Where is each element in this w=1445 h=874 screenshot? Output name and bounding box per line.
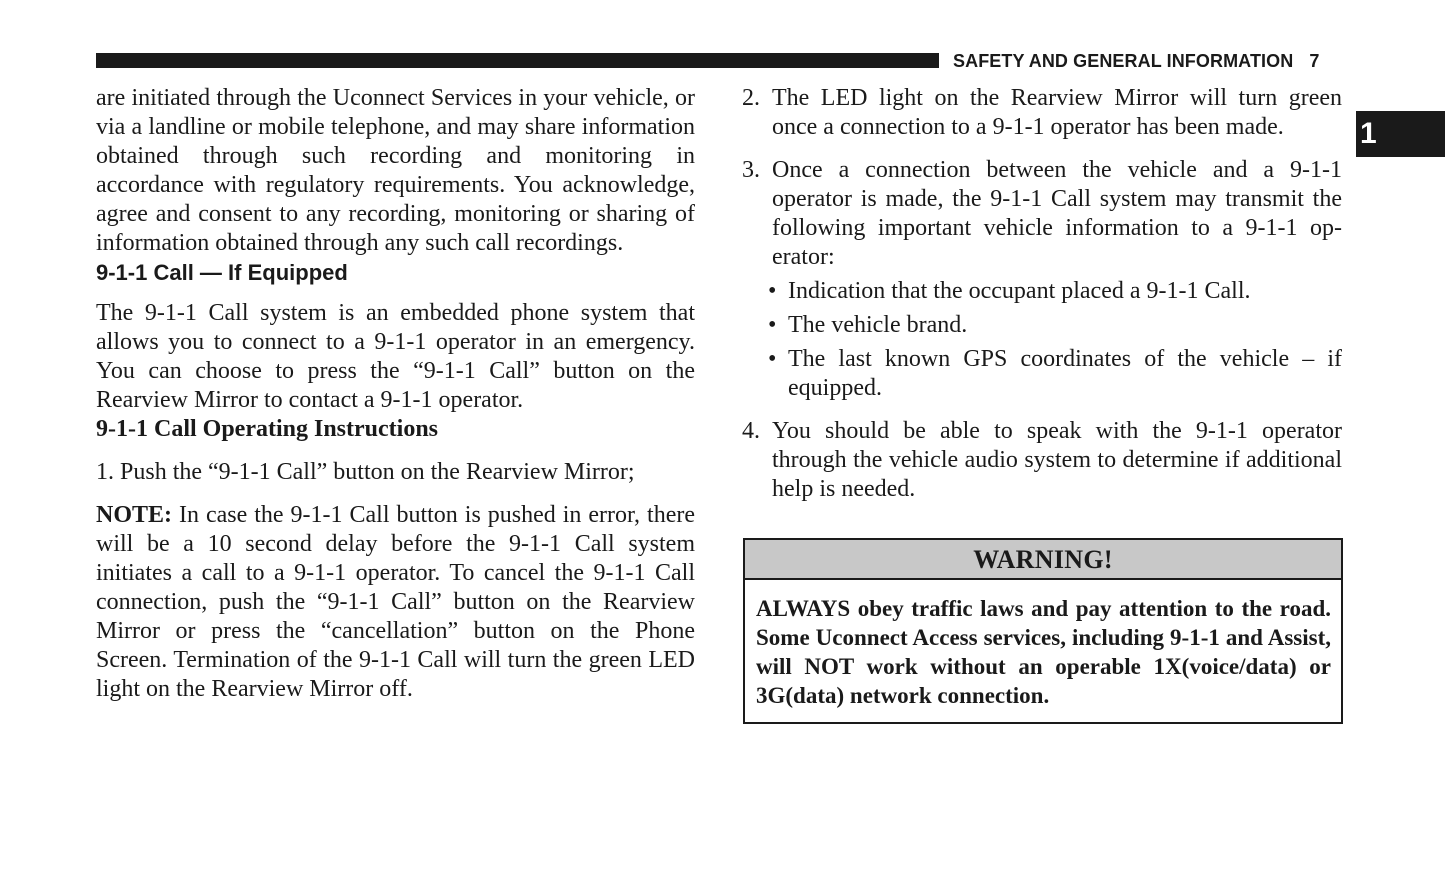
right-column [742,84,1342,504]
intro-paragraph: are initiated through the Uconnect Services in your vehicle, or via a landline or mobile telephone, and may share information obtained through such recording and monitoring in accordance with regulatory requirements. You acknowledge, agree and consent to any recording, monitoring or sharing of information obtained through any such call recordings. [96,85,695,256]
step-number: 2. [742,85,760,111]
page-number: 7 [1309,51,1320,71]
bullet-icon: • [768,278,777,304]
vehicle-info-list [742,277,1342,403]
list-item [742,311,1342,340]
step-text: You should be able to speak with the 9-1-1 operator through the vehicle audio system to determine if additional help is needed. [772,418,1342,502]
step-1 [96,458,695,487]
note-paragraph [96,501,695,704]
step-text: Push the “9-1-1 Call” button on the Rearview Mirror; [120,459,635,485]
step-number: 4. [742,418,760,444]
section-heading-instructions: 9-1-1 Call Operating Instructions [96,416,438,442]
section-heading-call: 9-1-1 Call — If Equipped [96,260,348,285]
step-2 [742,84,1342,142]
section-title: SAFETY AND GENERAL INFORMATION [953,51,1294,71]
step-text: Once a connection between the vehicle and a 9-1-1 operator is made, the 9-1-1 Call system may transmit the following important vehicle information to a 9-1-1 operator: [772,157,1342,270]
list-item-text: The vehicle brand. [788,312,968,338]
call-description-paragraph: The 9-1-1 Call system is an embedded phone system that allows you to connect to a 9-1-1 operator in an emergency. You can choose to press the “9-1-1 Call” button on the Rearview Mirror to contact a 9-1-1 operator. [96,300,695,413]
list-item [742,345,1342,403]
warning-box [743,538,1343,724]
note-label: NOTE: [96,502,173,528]
list-item [742,277,1342,306]
step-number: 3. [742,157,760,183]
running-header [953,51,1319,71]
bullet-icon: • [768,346,777,372]
list-item-text: The last known GPS coordinates of the vehicle – if equipped. [788,346,1342,401]
left-column [96,84,695,704]
warning-title: WARNING! [745,540,1341,580]
bullet-icon: • [768,312,777,338]
step-3 [742,156,1342,272]
step-4 [742,417,1342,504]
step-text: The LED light on the Rearview Mirror will turn green once a connection to a 9-1-1 operator has been made. [772,85,1342,140]
step-number: 1. [96,459,114,485]
list-item-text: Indication that the occupant placed a 9-1-1 Call. [788,278,1251,304]
note-text: In case the 9-1-1 Call button is pushed in error, there will be a 10 second delay before the 9-1-1 Call system initiates a call to a 9-1-1 operator. To cancel the 9-1-1 Call connection, push the “9-1-1 Call” button on the Rearview Mirror or press the “cancellation” button on the Phone Screen. Termination of the 9-1-1 Call will turn the green LED light on the Rearview Mirror off. [96,502,695,702]
chapter-tab: 1 [1356,111,1445,157]
header-rule [96,53,939,68]
warning-text: ALWAYS obey traffic laws and pay attention to the road. Some Uconnect Access services, including 9-1-1 and Assist, will NOT work without an operable 1X(voice/data) or 3G(data) network connection. [756,596,1331,708]
